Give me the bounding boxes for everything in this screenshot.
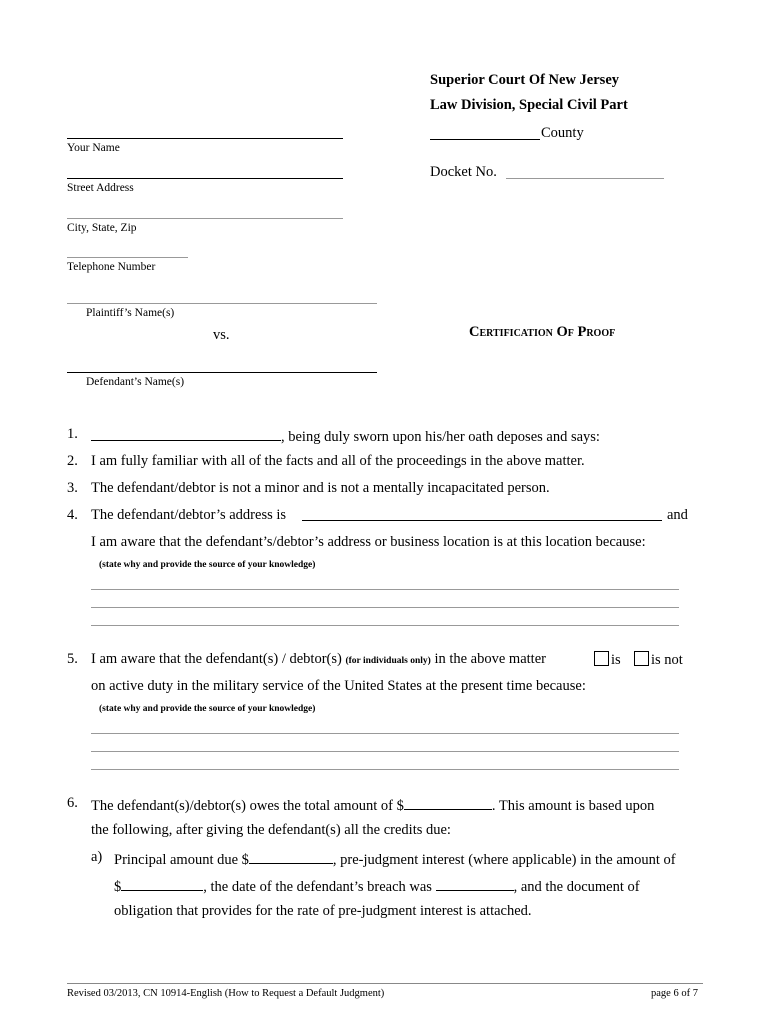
interest-amount-field[interactable] bbox=[121, 876, 203, 891]
item-6 bbox=[91, 795, 654, 815]
military-reason-line-1[interactable] bbox=[91, 733, 679, 734]
defendant-label: Defendant’s Name(s) bbox=[86, 376, 185, 388]
document-title: Certification Of Proof bbox=[469, 324, 616, 340]
item-6-text-a: The defendant(s)/debtor(s) owes the total amount of $ bbox=[91, 798, 404, 814]
interest-text: , pre-judgment interest (where applicable) in the amount of bbox=[332, 852, 676, 868]
item-5 bbox=[91, 651, 546, 668]
city-state-zip-label: City, State, Zip bbox=[67, 222, 137, 234]
telephone-label: Telephone Number bbox=[67, 261, 156, 273]
address-reason-line-2[interactable] bbox=[91, 607, 679, 608]
is-label: is bbox=[611, 652, 621, 668]
principal-text: Principal amount due $ bbox=[114, 852, 249, 868]
court-name: Superior Court Of New Jersey bbox=[430, 72, 620, 88]
item-4-note: (state why and provide the source of your knowledge) bbox=[99, 560, 316, 570]
plaintiff-label: Plaintiff’s Name(s) bbox=[86, 307, 175, 319]
item-4-number: 4. bbox=[67, 507, 78, 523]
your-name-field[interactable] bbox=[67, 138, 343, 139]
is-option[interactable] bbox=[594, 651, 621, 669]
item-5-note: (state why and provide the source of your knowledge) bbox=[99, 704, 316, 714]
address-reason-line-1[interactable] bbox=[91, 589, 679, 590]
sub-item-a-label: a) bbox=[91, 849, 103, 865]
county-field[interactable] bbox=[430, 139, 540, 140]
docket-label: Docket No. bbox=[430, 164, 497, 180]
item-5-continued: on active duty in the military service of the United States at the present time because: bbox=[91, 678, 586, 694]
item-4-continued: I am aware that the defendant’s/debtor’s address or business location is at this location because: bbox=[91, 534, 646, 550]
item-3-text: The defendant/debtor is not a minor and is not a mentally incapacitated person. bbox=[91, 480, 550, 496]
item-6-text-b: . This amount is based upon bbox=[491, 798, 655, 814]
item-5-text-a: I am aware that the defendant(s) / debtor(s) bbox=[91, 651, 342, 667]
telephone-field[interactable] bbox=[67, 257, 188, 258]
sub-item-a-line-3: obligation that provides for the rate of pre-judgment interest is attached. bbox=[114, 903, 532, 919]
item-2-number: 2. bbox=[67, 453, 78, 469]
city-state-zip-field[interactable] bbox=[67, 218, 343, 219]
court-division: Law Division, Special Civil Part bbox=[430, 97, 628, 113]
defendant-address-field[interactable] bbox=[302, 520, 662, 521]
total-amount-field[interactable] bbox=[404, 795, 492, 810]
breach-date-text: , the date of the defendant’s breach was bbox=[203, 879, 432, 895]
document-text: , and the document of bbox=[513, 879, 640, 895]
military-reason-line-2[interactable] bbox=[91, 751, 679, 752]
address-reason-line-3[interactable] bbox=[91, 625, 679, 626]
is-not-checkbox[interactable] bbox=[634, 651, 649, 666]
street-address-label: Street Address bbox=[67, 182, 134, 194]
item-6-continued: the following, after giving the defendant(s) all the credits due: bbox=[91, 822, 451, 838]
plaintiff-field[interactable] bbox=[67, 303, 377, 304]
street-address-field[interactable] bbox=[67, 178, 343, 179]
sub-item-a bbox=[114, 849, 676, 869]
item-5-number: 5. bbox=[67, 651, 78, 667]
item-1-number: 1. bbox=[67, 426, 78, 442]
footer-revision: Revised 03/2013, CN 10914-English (How to Request a Default Judgment) bbox=[67, 988, 385, 999]
item-1 bbox=[91, 426, 600, 446]
item-4-text: The defendant/debtor’s address is bbox=[91, 507, 287, 523]
item-3-number: 3. bbox=[67, 480, 78, 496]
is-not-label: is not bbox=[651, 652, 683, 668]
item-4-and: and bbox=[667, 507, 688, 523]
footer-page-number: page 6 of 7 bbox=[651, 988, 698, 999]
item-1-text: , being duly sworn upon his/her oath deposes and says: bbox=[281, 429, 600, 445]
is-checkbox[interactable] bbox=[594, 651, 609, 666]
item-2-text: I am fully familiar with all of the facts and all of the proceedings in the above matter. bbox=[91, 453, 585, 469]
docket-field[interactable] bbox=[506, 178, 664, 179]
footer-rule bbox=[67, 983, 703, 984]
affiant-name-field[interactable] bbox=[91, 426, 281, 441]
sub-item-a-line-2 bbox=[114, 876, 640, 896]
vs-label: vs. bbox=[213, 327, 230, 343]
is-not-option[interactable] bbox=[634, 651, 683, 669]
your-name-label: Your Name bbox=[67, 142, 120, 154]
defendant-field[interactable] bbox=[67, 372, 377, 373]
principal-amount-field[interactable] bbox=[249, 849, 333, 864]
dollar-sign: $ bbox=[114, 879, 122, 895]
county-label: County bbox=[541, 125, 584, 141]
item-5-individuals-note: (for individuals only) bbox=[345, 656, 431, 666]
breach-date-field[interactable] bbox=[436, 876, 514, 891]
military-reason-line-3[interactable] bbox=[91, 769, 679, 770]
item-5-text-b: in the above matter bbox=[434, 651, 546, 667]
item-6-number: 6. bbox=[67, 795, 78, 811]
